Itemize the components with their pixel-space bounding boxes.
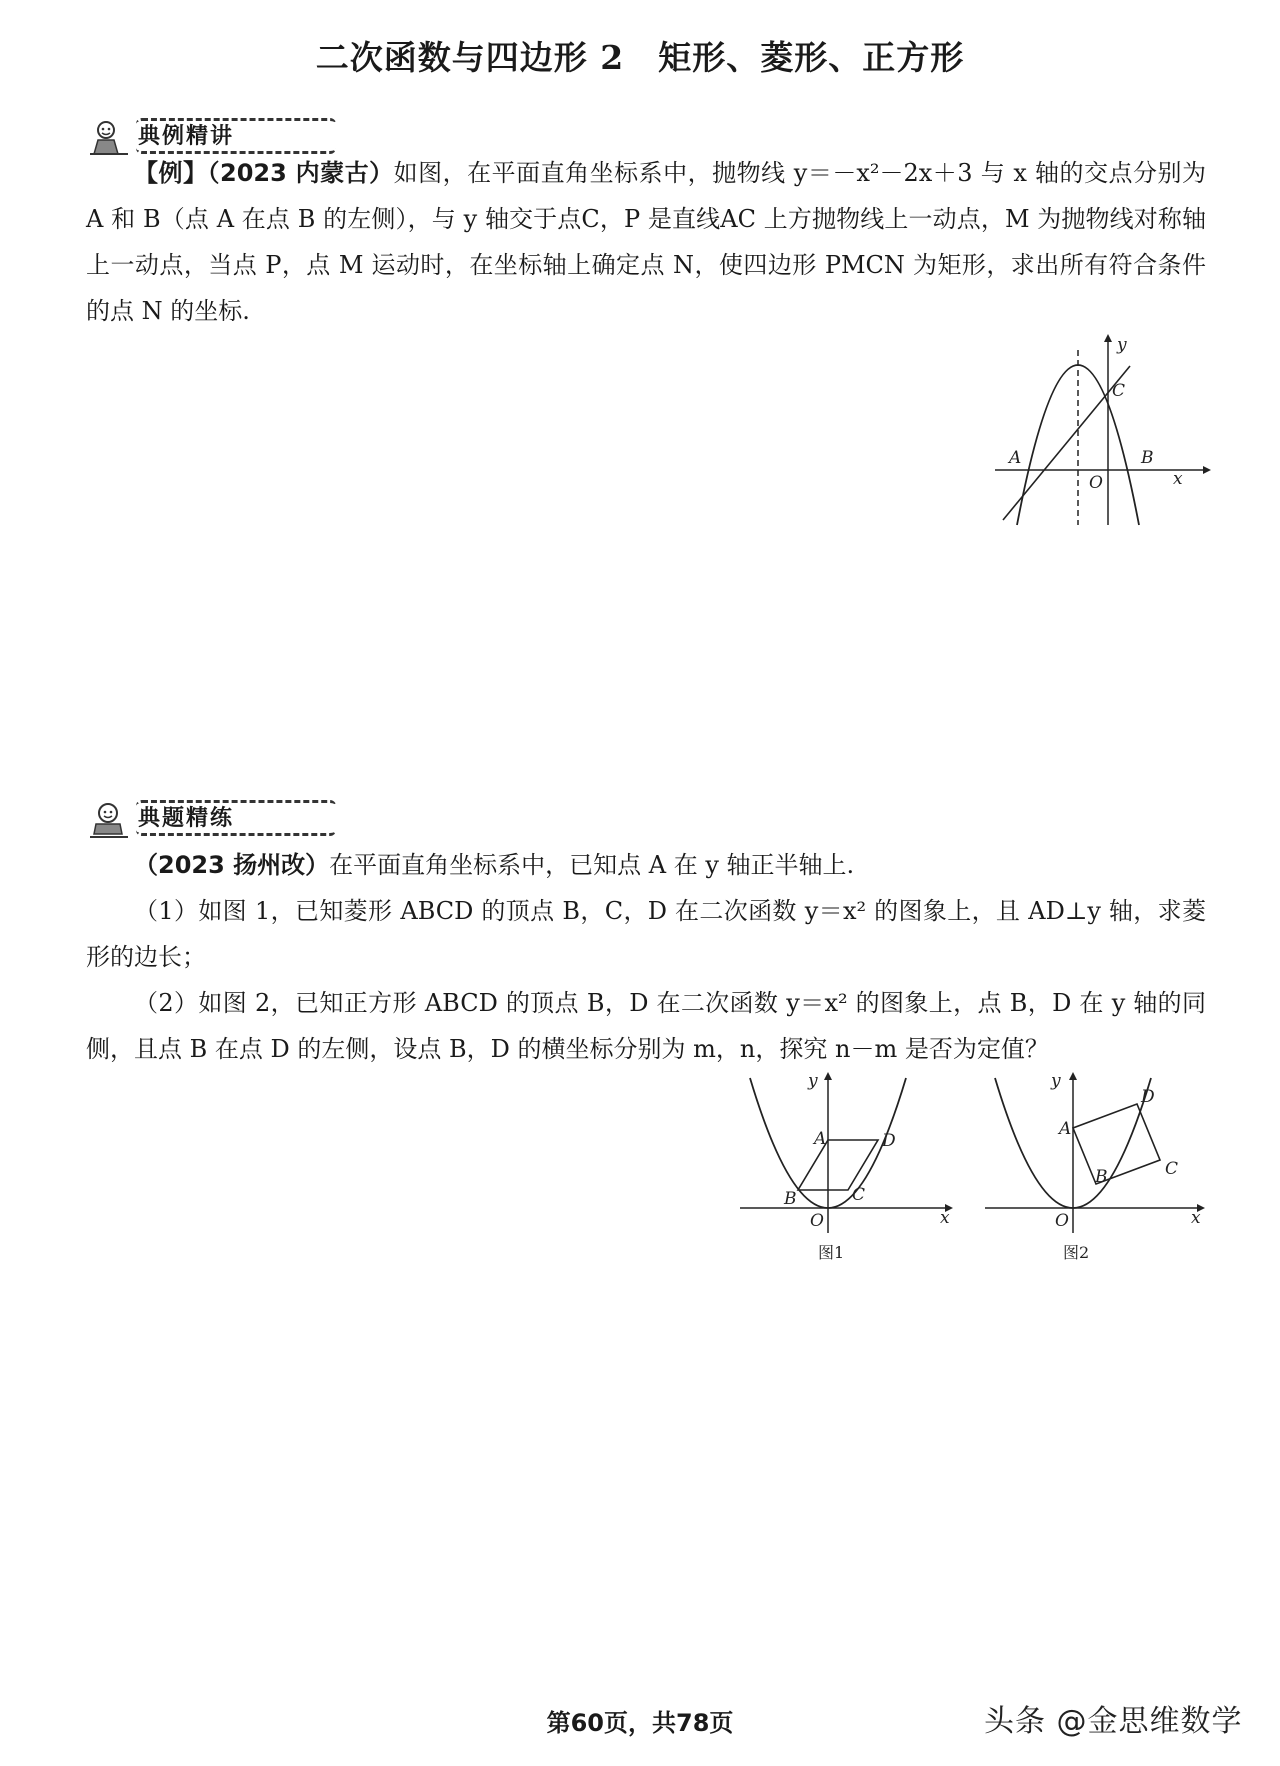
- label-A: A: [814, 1129, 827, 1149]
- label-D: D: [1141, 1087, 1155, 1107]
- label-y: y: [808, 1071, 818, 1091]
- label-x: x: [1173, 469, 1183, 489]
- figure-2-caption: 图2: [1063, 1243, 1090, 1262]
- label-y: y: [1117, 335, 1127, 355]
- example-text: 如图，在平面直角坐标系中，抛物线 y＝－x²－2x＋3 与 x 轴的交点分别为 A 和 B（点 A 在点 B 的左侧），与 y 轴交于点C，P 是直线AC 上方抛物线上一动点，M 为抛物线对称轴上一动点，当点 P，点 M 运动时，在坐标轴上确定点 N，使四边形 PMCN 为矩形，求出所有符合条件的点 N 的坐标.: [86, 159, 1206, 325]
- label-A: A: [1009, 448, 1022, 468]
- label-y: y: [1051, 1071, 1061, 1091]
- label-D: D: [882, 1131, 896, 1151]
- example-tag: 【例】: [134, 159, 208, 187]
- label-C: C: [1165, 1159, 1179, 1179]
- label-B: B: [784, 1189, 797, 1209]
- figure-2: [985, 1068, 1215, 1268]
- page-number: 第60页，共78页: [546, 1709, 734, 1737]
- label-B: B: [1141, 448, 1154, 468]
- mascot-icon: [84, 800, 134, 840]
- label-x: x: [940, 1208, 950, 1228]
- label-O: O: [1055, 1211, 1069, 1231]
- example-source: （2023 内蒙古）: [207, 159, 394, 187]
- practice-q2: （2）如图 2，已知正方形 ABCD 的顶点 B，D 在二次函数 y＝x² 的图象上，点 B，D 在 y 轴的同侧，且点 B 在点 D 的左侧，设点 B，D 的横坐标分别为 m，n，探究 n－m 是否为定值？: [86, 989, 1206, 1063]
- page-title: 二次函数与四边形 2 矩形、菱形、正方形: [315, 38, 965, 77]
- figure-1: [740, 1068, 960, 1268]
- section-label: 典题精练: [138, 806, 235, 831]
- label-O: O: [1089, 473, 1103, 493]
- figure-1-caption: 图1: [818, 1243, 845, 1262]
- label-A: A: [1059, 1119, 1072, 1139]
- watermark: 头条 @金思维数学: [984, 1704, 1243, 1739]
- example-problem: [86, 150, 1206, 334]
- label-B: B: [1095, 1167, 1108, 1187]
- label-C: C: [852, 1185, 866, 1205]
- label-x: x: [1191, 1208, 1201, 1228]
- section-badge-practice: [80, 800, 350, 840]
- section-label: 典例精讲: [138, 124, 235, 149]
- label-C: C: [1112, 381, 1126, 401]
- practice-q1: （1）如图 1，已知菱形 ABCD 的顶点 B，C，D 在二次函数 y＝x² 的图象上，且 AD⊥y 轴，求菱形的边长；: [86, 897, 1206, 971]
- practice-source: （2023 扬州改）: [134, 851, 330, 879]
- label-O: O: [810, 1211, 824, 1231]
- example-figure: [995, 330, 1215, 530]
- practice-intro: （2023 扬州改）在平面直角坐标系中，已知点 A 在 y 轴正半轴上.: [134, 851, 855, 879]
